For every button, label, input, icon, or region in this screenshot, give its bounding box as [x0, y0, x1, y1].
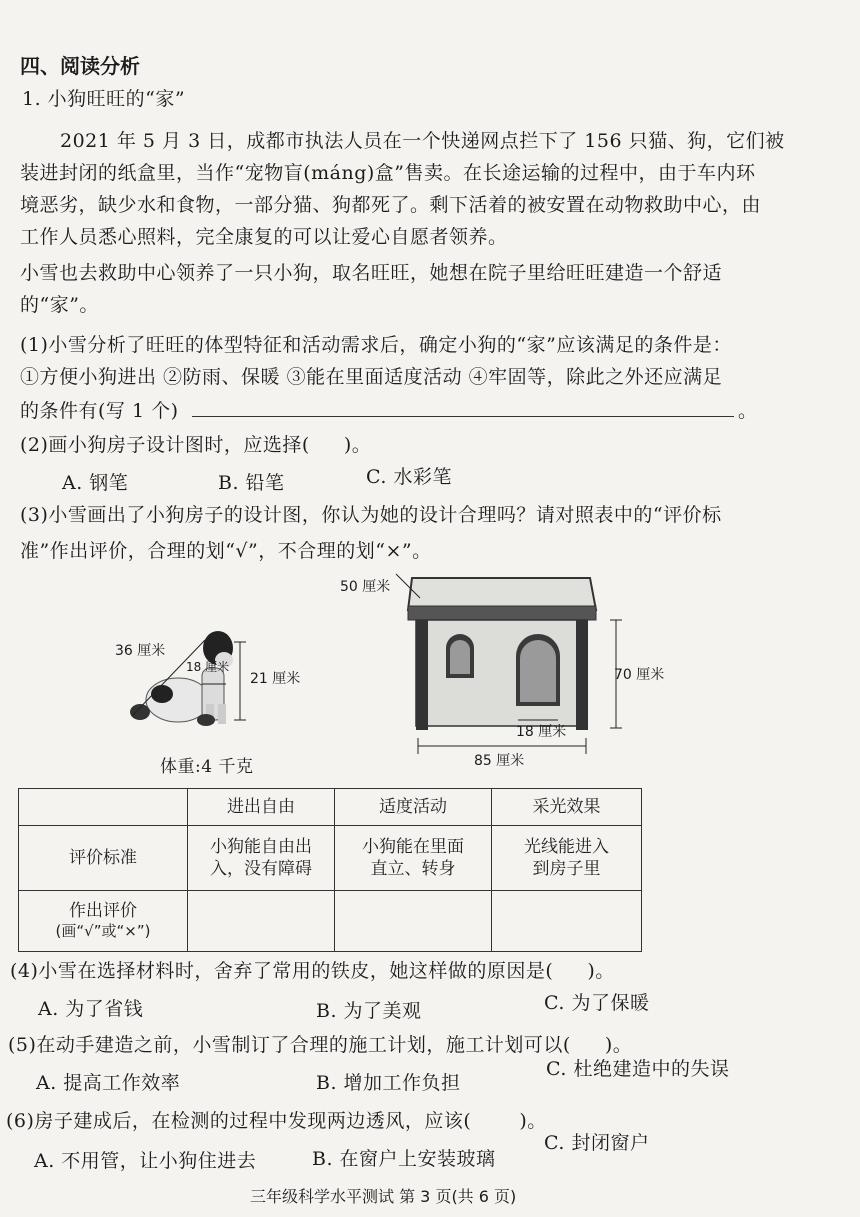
q1-answer-blank[interactable]	[192, 416, 734, 417]
house-width-label: 85 厘米	[474, 753, 525, 769]
q4-option-a: A. 为了省钱	[38, 998, 144, 1020]
table-corner-cell	[19, 789, 188, 826]
q5-option-c: C. 杜绝建造中的失误	[546, 1058, 730, 1080]
q2-stem	[20, 430, 371, 457]
q4-option-b: B. 为了美观	[316, 1000, 422, 1022]
question-title: 1. 小狗旺旺的“家”	[22, 88, 186, 110]
q2-stem-b: )。	[343, 434, 372, 456]
q1-end: 。	[738, 400, 758, 422]
q5-option-a: A. 提高工作效率	[36, 1072, 181, 1094]
q4-option-c: C. 为了保暖	[544, 992, 650, 1014]
roof	[408, 578, 596, 610]
q3-stem: (3)小雪画出了小狗房子的设计图，你认为她的设计合理吗？请对照表中的“评价标	[20, 504, 722, 526]
house-wall	[416, 620, 586, 726]
criteria-cell: 小狗能自由出 入，没有障碍	[188, 826, 335, 891]
criteria-cell: 小狗能在里面 直立、转身	[335, 826, 492, 891]
page-footer: 三年级科学水平测试 第 3 页(共 6 页)	[250, 1187, 517, 1206]
evaluation-answer-cell[interactable]	[188, 891, 335, 952]
passage-line: 装进封闭的纸盒里，当作“宠物盲(máng)盒”售卖。在长途运输的过程中，由于车内环	[20, 162, 756, 184]
evaluation-answer-cell[interactable]	[492, 891, 642, 952]
passage-line: 小雪也去救助中心领养了一只小狗，取名旺旺，她想在院子里给旺旺建造一个舒适	[20, 262, 723, 284]
passage-line: 2021 年 5 月 3 日，成都市执法人员在一个快递网点拦下了 156 只猫、狗，它们被	[60, 130, 785, 152]
q2-option-c: C. 水彩笔	[366, 466, 452, 488]
table-header-cell: 适度活动	[335, 789, 492, 826]
dog-length-label: 36 厘米	[115, 643, 166, 659]
table-row	[19, 891, 642, 952]
q5-stem-a: (5)在动手建造之前，小雪制订了合理的施工计划，施工计划可以(	[8, 1034, 571, 1056]
q5-stem	[8, 1030, 632, 1057]
door-width-label: 18 厘米	[516, 724, 567, 740]
evaluation-label: 作出评价 (画“√”或“×”)	[19, 891, 188, 952]
q1-stem: (1)小雪分析了旺旺的体型特征和活动需求后，确定小狗的“家”应该满足的条件是：	[20, 334, 732, 356]
passage-line: 工作人员悉心照料，完全康复的可以让爱心自愿者领养。	[20, 226, 508, 248]
q2-option-a: A. 钢笔	[62, 472, 129, 494]
table-header-row	[19, 789, 642, 826]
q5-stem-b: )。	[604, 1034, 633, 1056]
section-title: 四、阅读分析	[20, 54, 140, 78]
q1-prompt: 的条件有(写 1 个)	[20, 400, 179, 422]
q2-stem-a: (2)画小狗房子设计图时，应选择(	[20, 434, 310, 456]
roof-overhang-label: 50 厘米	[340, 579, 391, 595]
q4-stem	[10, 956, 615, 983]
table-header-cell: 采光效果	[492, 789, 642, 826]
dog-weight-label: 体重:4 千克	[160, 757, 254, 777]
q6-stem-a: (6)房子建成后，在检测的过程中发现两边透风，应该(	[6, 1110, 472, 1132]
q6-option-a: A. 不用管，让小狗住进去	[34, 1150, 257, 1172]
dog-height-label: 21 厘米	[250, 671, 301, 687]
q5-option-b: B. 增加工作负担	[316, 1072, 461, 1094]
q6-stem-b: )。	[519, 1110, 547, 1132]
q4-stem-a: (4)小雪在选择材料时，舍弃了常用的铁皮，她这样做的原因是(	[10, 960, 554, 982]
passage-line: 境恶劣，缺少水和食物，一部分猫、狗都死了。剩下活着的被安置在动物救助中心，由	[20, 194, 762, 216]
criteria-cell: 光线能进入 到房子里	[492, 826, 642, 891]
q6-stem	[6, 1106, 547, 1133]
q6-option-b: B. 在窗户上安装玻璃	[312, 1148, 496, 1170]
q1-conditions: ①方便小狗进出 ②防雨、保暖 ③能在里面适度活动 ④牢固等，除此之外还应满足	[20, 366, 723, 388]
q6-option-c: C. 封闭窗户	[544, 1132, 650, 1154]
dog-width-label: 18 厘米	[186, 660, 230, 674]
house-height-label: 70 厘米	[614, 667, 665, 683]
table-header-cell: 进出自由	[188, 789, 335, 826]
evaluation-table	[18, 788, 642, 952]
evaluation-answer-cell[interactable]	[335, 891, 492, 952]
table-row	[19, 826, 642, 891]
q2-option-b: B. 铅笔	[218, 472, 285, 494]
q4-stem-b: )。	[587, 960, 615, 982]
passage-line: 的“家”。	[20, 294, 99, 316]
q3-stem-2: 准”作出评价，合理的划“√”，不合理的划“×”。	[20, 540, 432, 562]
criteria-label: 评价标准	[19, 826, 188, 891]
